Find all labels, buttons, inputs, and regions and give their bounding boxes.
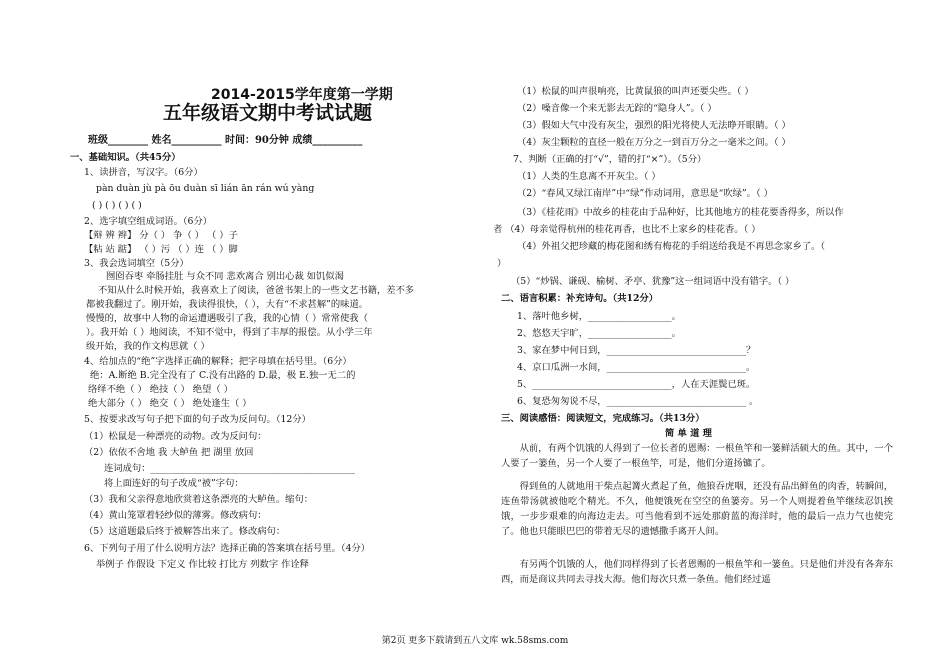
right_column-line-7: （3）《桂花雨》中故乡的桂花由于品种好，比其他地方的桂花要香得多，所以作 (517, 207, 844, 218)
left_column-line-19: 络绎不绝（ ） 绝技（ ） 绝望（ ） (88, 384, 233, 395)
right_column-line-20: 简 单 道 理 (665, 428, 712, 439)
left_column-line-25: 将上面连好的句子改成“被”字句： (104, 478, 244, 489)
right_column-line-13: 1、落叶他乡树，__________________。 (517, 311, 681, 322)
right_column-line-2: （3）假如大气中没有灰尘，强烈的阳光将使人无法睁开眼睛。（ ） (517, 120, 791, 131)
left_column-line-17: 4、给加点的“绝”字选择正确的解释；把字母填在括号里。（6分） (84, 356, 352, 367)
left_column-line-6: ( ) ( ) ( ) ( ) (92, 200, 142, 211)
left_column-line-24: 连词成句：____________________________________________ (104, 463, 356, 474)
left_column-line-15: ）。我开始（ ）地阅读，不知不觉中，得到了丰厚的报偿。从小学三年 (86, 327, 373, 338)
right_column-line-3: （4）灰尘颗粒的直径一般在万分之一到百万分之一毫米之间。（ ） (517, 137, 791, 148)
passage-paragraph-0: 从前，有两个饥饿的人得到了一位长者的恩赐：一根鱼竿和一篓鲜活硕大的鱼。其中，一个人要了一篓鱼，另一个人要了一根鱼竿，可是，他们分道扬镳了。 (501, 443, 893, 469)
left_column-line-20: 绝大部分（ ） 绝交（ ） 绝处逢生（ ） (88, 398, 252, 409)
passage-paragraph-1: 得到鱼的人就地用干柴点起篝火煮起了鱼，他狼吞虎咽，还没有品出鲜鱼的肉香，转瞬间，连鱼带汤就被他吃个精光。不久，他便饿死在空空的鱼篓旁。另一个人则提着鱼竿继续忍饥挨饿，一步步艰难的向海边走去。可当他看到不远处那蔚蓝的海洋时，他的最后一点力气也使完了。他也只能眼巴巴的带着无尽的遗憾撒手离开人间。 (501, 481, 893, 537)
left_column-line-2: 班级________ 姓名__________ 时间：90分钟 成绩__________ (88, 135, 363, 146)
left_column-line-23: （2）依依不舍地 我 大鲈鱼 把 湖里 放回 (84, 447, 254, 458)
right_column-line-10: ） (497, 258, 507, 269)
right_column-line-17: 5、______________________________，人在天涯鬓已斑。 (517, 379, 756, 390)
left_column-line-11: 囫囵吞枣 牵肠挂肚 与众不同 悲欢离合 别出心裁 如饥似渴 (106, 271, 344, 282)
left_column-line-22: （1）松鼠是一种漂亮的动物。改为反问句： (84, 431, 267, 442)
left_column-line-3: 一、基础知识。（共45分） (70, 152, 181, 163)
left_column-line-8: 【辩 辨 辫】 分（ ） 争（ ） （ ）子 (84, 230, 238, 241)
right_column-line-0: （1）松鼠的叫声很响亮，比黄鼠狼的叫声还要尖些。（ ） (517, 86, 754, 97)
right_column-line-5: （1）人类的生息离不开灰尘。（ ） (517, 171, 661, 182)
right_column-line-11: （5）“炒锅、谦砚、榆树、矛亭、犹豫”这一组词语中没有错字。（ ） (511, 276, 795, 287)
left_column-line-5: pàn duàn jù pà ōu duàn sī lián ān rán wú yàng (96, 183, 315, 194)
left_column-line-12: 不知从什么时候开始，我喜欢上了阅读，爸爸书架上的一些文艺书籍，差不多 (98, 285, 415, 296)
right_column-line-18: 6、复恐匆匆说不尽，______________________________ 。 (517, 396, 759, 407)
right_column-line-19: 三、阅读感悟：阅读短文，完成练习。（共13分） (501, 413, 705, 424)
right_column-line-14: 2、悠悠天宇旷，__________________。 (517, 328, 681, 339)
right_column-line-1: （2）噪音像一个来无影去无踪的“隐身人”。（ ） (517, 103, 717, 114)
left_column-line-9: 【粘 站 踮】 （ ）污 （ ）连 （ ）脚 (84, 244, 238, 255)
left_column-line-18: 绝：A.断绝 B.完全没有了 C.没有出路的 D.最，极 E.独一无二的 (90, 370, 356, 381)
left_column-line-13: 都被我翻过了。刚开始，我读得很快，（ ），大有“不求甚解”的味道。 (86, 299, 369, 310)
left_column-line-21: 5、按要求改写句子把下面的句子改为反问句。（12分） (84, 414, 311, 425)
right_column-line-6: （2）“春风又绿江南岸”中“绿”作动词用，意思是“吹绿”。（ ） (517, 188, 773, 199)
right_column-line-12: 二、语言积累：补充诗句。（共12分） (501, 293, 659, 304)
left_column-line-29: 6、下列句子用了什么说明方法？选择正确的答案填在括号里。（4分） (84, 543, 371, 554)
left_column-line-27: （4）黄山笼罩着轻纱似的薄雾。修改病句： (84, 510, 267, 521)
passage-paragraph-2: 有另两个饥饿的人，他们同样得到了长者恩赐的一根鱼竿和一篓鱼。只是他们并没有各奔东西，而是商议共同去寻找大海。他们每次只煮一条鱼。他们经过遥 (501, 559, 893, 585)
left_column-line-30: 举例子 作假设 下定义 作比较 打比方 列数字 作诠释 (96, 559, 309, 570)
left_column-line-7: 2、选字填空组成词语。（6分） (84, 216, 213, 227)
left_column-line-28: （5）这道题最后终于被解答出来了。修改病句： (84, 526, 286, 537)
right_column-line-15: 3、家在梦中何日到，______________________________？ (517, 345, 756, 356)
left_column-line-4: 1、读拼音，写汉字。（6分） (84, 167, 203, 178)
left_column-line-1: 五年级语文期中考试试题 (163, 102, 373, 124)
page-footer: 第2页 更多下载请到五八文库 wk.58sms.com (381, 636, 569, 646)
left_column-line-0: 2014-2015学年度第一学期 (211, 87, 393, 103)
left_column-line-10: 3、我会选词填空（5分） (84, 258, 189, 269)
left_column-line-14: 慢慢的，故事中人物的命运遭遇吸引了我，我的心情（ ）常常使我（ (86, 313, 368, 324)
right_column-line-16: 4、京口瓜洲一水间，______________________________。 (517, 362, 756, 373)
right_column-line-4: 7、判断（正确的打“√”，错的打“×”）。（5分） (513, 154, 707, 165)
left_column-line-16: 级开始，我的作文构思就（ ） (86, 341, 210, 352)
right_column-line-9: （4）外祖父把珍藏的梅花图和绣有梅花的手绢送给我是不再思念家乡了。（ (517, 241, 826, 252)
right_column-line-8: 者 （4）母亲觉得杭州的桂花再香，也比不上家乡的桂花香。（ ） (493, 224, 761, 235)
left_column-line-26: （3）我和父亲得意地欣赏着这条漂亮的大鲈鱼。缩句： (84, 494, 314, 505)
